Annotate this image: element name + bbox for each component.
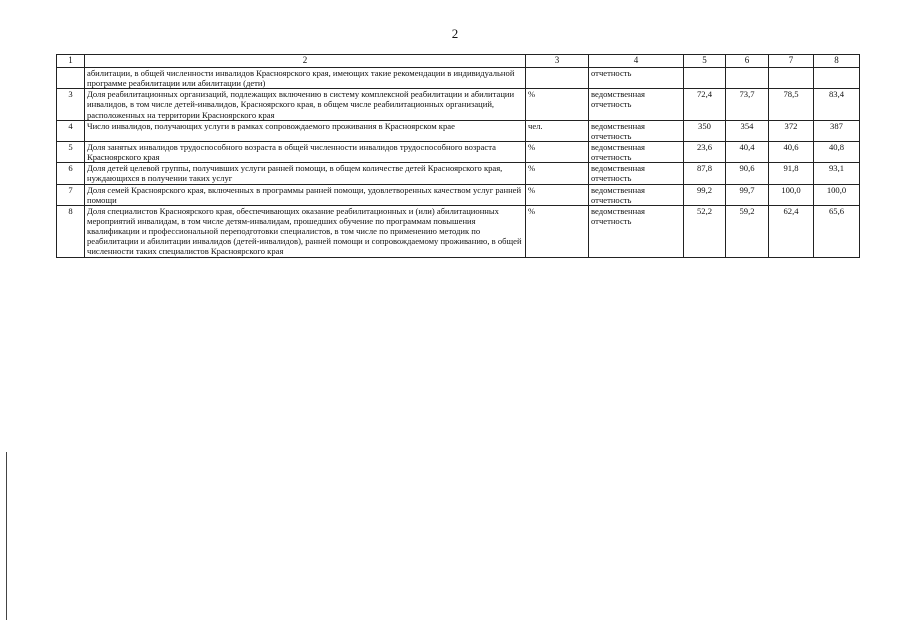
table-header-row bbox=[57, 55, 860, 68]
unit: % bbox=[526, 89, 589, 120]
row-number: 3 bbox=[57, 89, 85, 120]
column-header: 8 bbox=[814, 55, 860, 68]
page-number: 2 bbox=[451, 26, 459, 41]
value-col-7: 100,0 bbox=[769, 184, 814, 205]
value-col-6: 90,6 bbox=[726, 163, 769, 184]
value-col-5: 99,2 bbox=[684, 184, 726, 205]
indicator-name: Доля занятых инвалидов трудоспособного возраста в общей численности инвалидов трудоспособного возраста Красноярского края bbox=[85, 141, 526, 162]
value-col-8: 100,0 bbox=[814, 184, 860, 205]
table-row bbox=[57, 120, 860, 141]
value-col-7 bbox=[769, 68, 814, 89]
indicators-table-wrapper bbox=[56, 54, 859, 258]
value-col-7: 78,5 bbox=[769, 89, 814, 120]
column-header: 6 bbox=[726, 55, 769, 68]
value-col-5: 87,8 bbox=[684, 163, 726, 184]
table-row bbox=[57, 163, 860, 184]
row-number: 6 bbox=[57, 163, 85, 184]
row-number: 8 bbox=[57, 205, 85, 257]
column-header: 2 bbox=[85, 55, 526, 68]
value-col-7: 40,6 bbox=[769, 141, 814, 162]
row-number: 4 bbox=[57, 120, 85, 141]
value-col-8: 387 bbox=[814, 120, 860, 141]
unit: % bbox=[526, 205, 589, 257]
value-col-8: 65,6 bbox=[814, 205, 860, 257]
column-header: 4 bbox=[589, 55, 684, 68]
unit: чел. bbox=[526, 120, 589, 141]
value-col-6: 73,7 bbox=[726, 89, 769, 120]
indicator-name: Доля специалистов Красноярского края, обеспечивающих оказание реабилитационных и (или) абилитационных мероприятий инвалидам, в том числе детям-инвалидам, прошедших обучение по программам повышения квалификации и профессиональной переподготовки специалистов, в том числе по применению методик по реабилитации и абилитации инвалидов (детей-инвалидов), ранней помощи и сопровождаемому проживанию, в общей численности таких специалистов Красноярского края bbox=[85, 205, 526, 257]
table-row bbox=[57, 141, 860, 162]
data-source: ведомственная отчетность bbox=[589, 184, 684, 205]
data-source: ведомственная отчетность bbox=[589, 205, 684, 257]
value-col-8 bbox=[814, 68, 860, 89]
data-source: отчетность bbox=[589, 68, 684, 89]
indicator-name: абилитации, в общей численности инвалидов Красноярского края, имеющих такие рекомендации в индивидуальной программе реабилитации или абилитации (дети) bbox=[85, 68, 526, 89]
indicator-name: Доля детей целевой группы, получивших услуги ранней помощи, в общем количестве детей Красноярского края, нуждающихся в получении таких услуг bbox=[85, 163, 526, 184]
value-col-5: 52,2 bbox=[684, 205, 726, 257]
unit: % bbox=[526, 163, 589, 184]
data-source: ведомственная отчетность bbox=[589, 89, 684, 120]
value-col-6: 354 bbox=[726, 120, 769, 141]
value-col-7: 62,4 bbox=[769, 205, 814, 257]
indicators-table bbox=[56, 54, 860, 258]
value-col-8: 83,4 bbox=[814, 89, 860, 120]
indicator-name: Доля реабилитационных организаций, подлежащих включению в систему комплексной реабилитации и абилитации инвалидов, в том числе детей-инвалидов, Красноярского края, в общем числе реабилитационных организаций, расположенных на территории Красноярского края bbox=[85, 89, 526, 120]
row-number: 7 bbox=[57, 184, 85, 205]
value-col-5: 350 bbox=[684, 120, 726, 141]
column-header: 1 bbox=[57, 55, 85, 68]
indicator-name: Доля семей Красноярского края, включенных в программы ранней помощи, удовлетворенных качеством услуг ранней помощи bbox=[85, 184, 526, 205]
value-col-5 bbox=[684, 68, 726, 89]
data-source: ведомственная отчетность bbox=[589, 141, 684, 162]
indicator-name: Число инвалидов, получающих услуги в рамках сопровождаемого проживания в Красноярском крае bbox=[85, 120, 526, 141]
data-source: ведомственная отчетность bbox=[589, 163, 684, 184]
value-col-6: 40,4 bbox=[726, 141, 769, 162]
value-col-6: 59,2 bbox=[726, 205, 769, 257]
value-col-5: 23,6 bbox=[684, 141, 726, 162]
row-number: 5 bbox=[57, 141, 85, 162]
unit: % bbox=[526, 141, 589, 162]
value-col-7: 91,8 bbox=[769, 163, 814, 184]
column-header: 7 bbox=[769, 55, 814, 68]
value-col-8: 40,8 bbox=[814, 141, 860, 162]
value-col-8: 93,1 bbox=[814, 163, 860, 184]
value-col-5: 72,4 bbox=[684, 89, 726, 120]
value-col-6: 99,7 bbox=[726, 184, 769, 205]
table-row bbox=[57, 184, 860, 205]
table-row bbox=[57, 89, 860, 120]
data-source: ведомственная отчетность bbox=[589, 120, 684, 141]
unit bbox=[526, 68, 589, 89]
table-row bbox=[57, 205, 860, 257]
row-number bbox=[57, 68, 85, 89]
value-col-6 bbox=[726, 68, 769, 89]
column-header: 5 bbox=[684, 55, 726, 68]
column-header: 3 bbox=[526, 55, 589, 68]
unit: % bbox=[526, 184, 589, 205]
scan-margin-line bbox=[6, 452, 7, 620]
value-col-7: 372 bbox=[769, 120, 814, 141]
table-row bbox=[57, 68, 860, 89]
